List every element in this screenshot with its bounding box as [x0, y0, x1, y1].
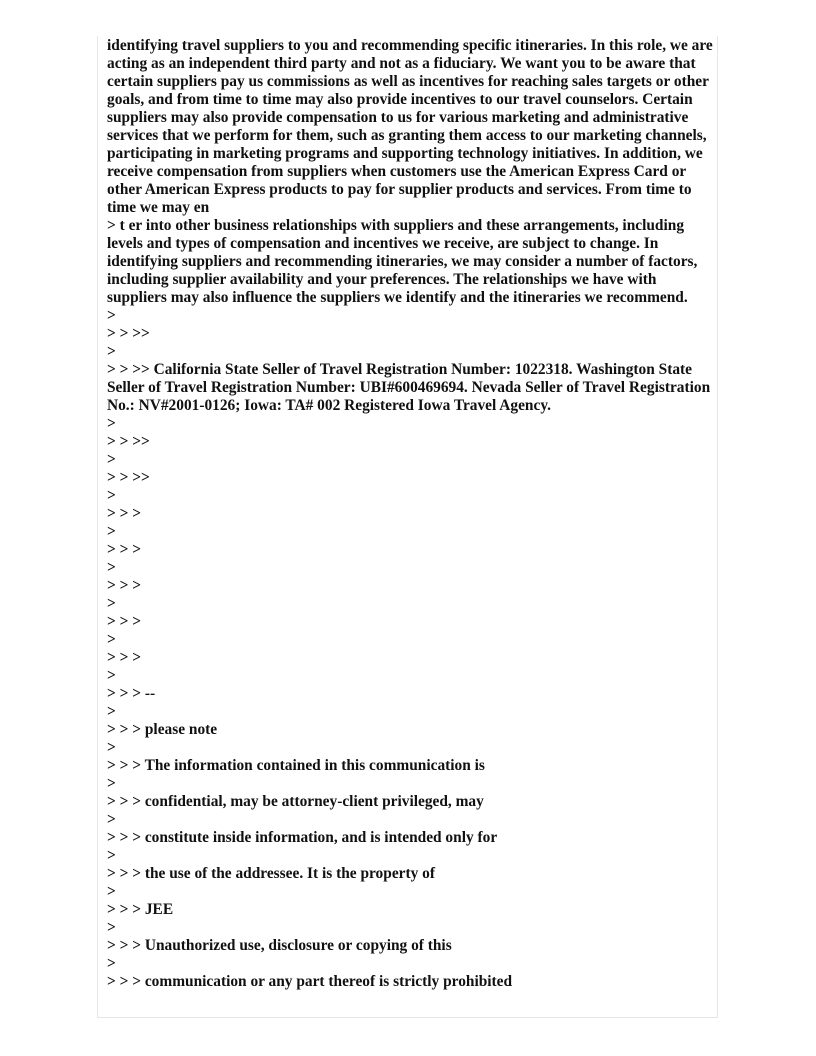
quote-line: > > >>	[107, 433, 150, 450]
quote-line: >	[107, 847, 116, 864]
signature-separator: > > > --	[107, 685, 156, 702]
quote-line: >	[107, 451, 116, 468]
quote-line: >	[107, 559, 116, 576]
quote-line: >	[107, 883, 116, 900]
quote-line: > > >	[107, 541, 142, 558]
quote-line: >	[107, 523, 116, 540]
quote-line: >	[107, 667, 116, 684]
notice-line: > > > constitute inside information, and is intended only for	[107, 829, 498, 846]
quote-line: >	[107, 955, 116, 972]
quote-line: > > >	[107, 505, 142, 522]
quote-line: >	[107, 343, 116, 360]
quote-line: > > >	[107, 613, 142, 630]
disclosure-paragraph: identifying travel suppliers to you and recommending specific itineraries. In this role, we are acting as an independent third party and not as a fiduciary. We want you to be aware that certain suppliers pay us commissions as well as incentives for reaching sales targets or other goals, and from time to time may also provide incentives to our travel counselors. Certain suppliers may also provide compensation to us for various marketing and administrative services that we perform for them, such as granting them access to our marketing channels, participating in marketing programs and supporting technology initiatives. In addition, we receive compensation from suppliers when customers use the American Express Card or other American Express products to pay for supplier products and services. From time to time we may en	[107, 37, 713, 216]
quote-line: >	[107, 307, 116, 324]
disclosure-paragraph-continued: > t er into other business relationships with suppliers and these arrangements, including levels and types of compensation and incentives we receive, are subject to change. In identifying suppliers and recommending itineraries, we may consider a number of factors, including supplier availability and your preferences. The relationships we have with suppliers may also influence the suppliers we identify and the itineraries we recommend.	[107, 217, 698, 306]
quote-line: > > >	[107, 577, 142, 594]
quote-line: >	[107, 811, 116, 828]
quote-line: >	[107, 919, 116, 936]
quote-line: >	[107, 595, 116, 612]
email-body	[107, 37, 713, 991]
quote-line: >	[107, 775, 116, 792]
notice-line: > > > please note	[107, 721, 218, 738]
quote-line: > > >>	[107, 325, 150, 342]
quote-line: >	[107, 415, 116, 432]
quote-line: >	[107, 631, 116, 648]
quote-line: >	[107, 739, 116, 756]
quote-line: >	[107, 487, 116, 504]
registration-paragraph: > > >> California State Seller of Travel Registration Number: 1022318. Washington State Seller of Travel Registration Number: UBI#600469694. Nevada Seller of Travel Registration No.: NV#2001-0126; Iowa: TA# 002 Registered Iowa Travel Agency.	[107, 361, 711, 414]
quote-line: >	[107, 703, 116, 720]
notice-line: > > > the use of the addressee. It is the property of	[107, 865, 435, 882]
notice-line: > > > JEE	[107, 901, 174, 918]
notice-line: > > > Unauthorized use, disclosure or copying of this	[107, 937, 452, 954]
notice-line: > > > confidential, may be attorney-client privileged, may	[107, 793, 484, 810]
quote-line: > > >	[107, 649, 142, 666]
quote-line: > > >>	[107, 469, 150, 486]
notice-line: > > > The information contained in this communication is	[107, 757, 485, 774]
notice-line: > > > communication or any part thereof is strictly prohibited	[107, 973, 513, 990]
